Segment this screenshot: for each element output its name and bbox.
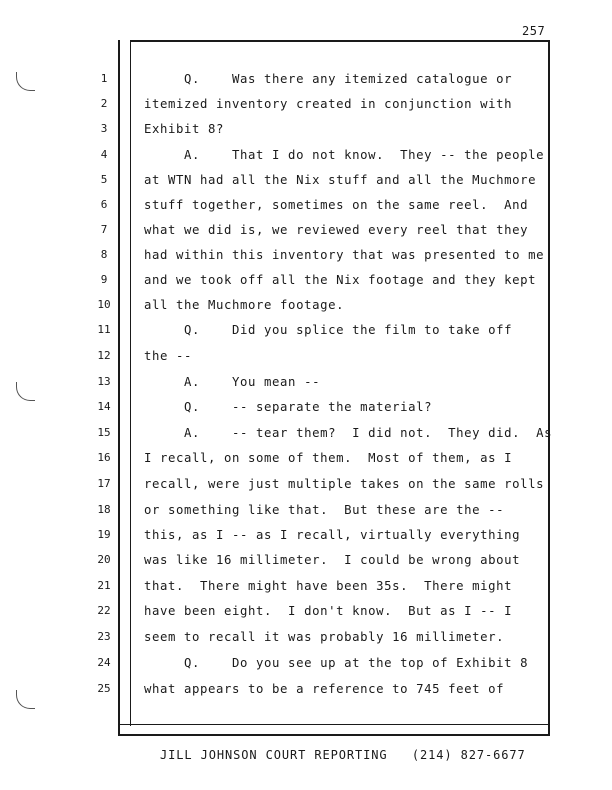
bottom-rule (118, 724, 550, 725)
transcript-line: I recall, on some of them. Most of them, as I (144, 451, 513, 465)
transcript-line: Exhibit 8? (144, 122, 225, 136)
transcript-line: and we took off all the Nix footage and they kept (144, 273, 537, 287)
line-number: 16 (97, 451, 111, 464)
transcript-line: Q. Did you splice the film to take off (144, 323, 513, 337)
line-number: 18 (97, 503, 111, 516)
transcript-line: had within this inventory that was presented to me (144, 248, 545, 262)
page-number: 257 (522, 24, 546, 38)
line-number: 2 (100, 97, 108, 110)
line-number: 7 (100, 223, 108, 236)
frame-top-border (130, 40, 550, 42)
transcript-line: recall, were just multiple takes on the same rolls (144, 477, 545, 491)
line-number: 10 (97, 298, 111, 311)
punch-hole-mark (16, 72, 35, 91)
line-number: 11 (97, 323, 111, 336)
punch-hole-mark (16, 690, 35, 709)
line-number: 23 (97, 630, 111, 643)
line-number: 17 (97, 477, 111, 490)
transcript-line: all the Muchmore footage. (144, 298, 345, 312)
transcript-line: that. There might have been 35s. There might (144, 579, 513, 593)
line-number: 24 (97, 656, 111, 669)
punch-hole-mark (16, 382, 35, 401)
transcript-line: at WTN had all the Nix stuff and all the Muchmore (144, 173, 537, 187)
line-number: 4 (100, 148, 108, 161)
line-number: 1 (100, 72, 108, 85)
transcript-line: Q. Was there any itemized catalogue or (144, 72, 513, 86)
transcript-line: was like 16 millimeter. I could be wrong about (144, 553, 521, 567)
transcript-line: A. You mean -- (144, 375, 321, 389)
line-number: 6 (100, 198, 108, 211)
transcript-line: this, as I -- as I recall, virtually everything (144, 528, 521, 542)
line-number: 14 (97, 400, 111, 413)
transcript-line: stuff together, sometimes on the same reel. And (144, 198, 529, 212)
transcript-line: itemized inventory created in conjunction with (144, 97, 513, 111)
line-number: 8 (100, 248, 108, 261)
transcript-line: A. -- tear them? I did not. They did. As (144, 426, 553, 440)
line-number: 15 (97, 426, 111, 439)
transcript-line: or something like that. But these are the -- (144, 503, 505, 517)
line-number: 3 (100, 122, 108, 135)
line-number: 19 (97, 528, 111, 541)
transcript-line: seem to recall it was probably 16 millimeter. (144, 630, 505, 644)
transcript-line: Q. Do you see up at the top of Exhibit 8 (144, 656, 529, 670)
transcript-line: Q. -- separate the material? (144, 400, 433, 414)
transcript-line: A. That I do not know. They -- the people (144, 148, 545, 162)
line-number: 13 (97, 375, 111, 388)
line-number: 9 (100, 273, 108, 286)
line-number: 5 (100, 173, 108, 186)
line-number: 25 (97, 682, 111, 695)
court-reporter-footer: JILL JOHNSON COURT REPORTING (214) 827-6677 (160, 748, 526, 762)
line-number: 12 (97, 349, 111, 362)
line-number: 20 (97, 553, 111, 566)
transcript-line: have been eight. I don't know. But as I -- I (144, 604, 513, 618)
transcript-line: what appears to be a reference to 745 feet of (144, 682, 505, 696)
line-number: 21 (97, 579, 111, 592)
transcript-line: what we did is, we reviewed every reel that they (144, 223, 529, 237)
transcript-line: the -- (144, 349, 193, 363)
line-number: 22 (97, 604, 111, 617)
left-margin-rule (130, 40, 131, 726)
